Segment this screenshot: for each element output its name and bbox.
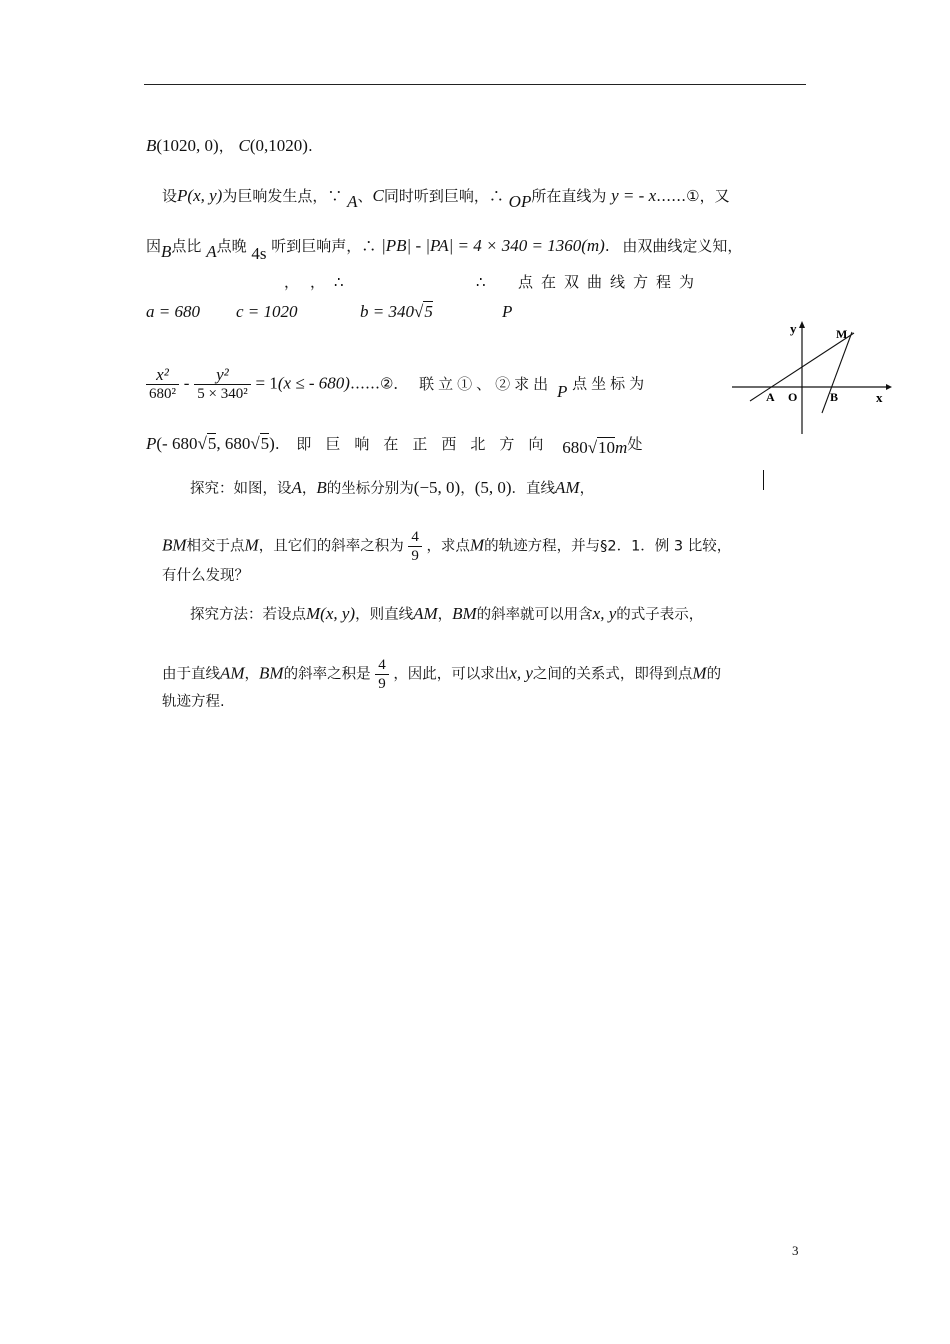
point-p-line: 设P(x, y)为巨响发生点，∵ A、C同时听到巨响，∴ OP所在直线为 y = - x……①，又 [162, 186, 730, 211]
method-line-3: 轨迹方程. [162, 694, 225, 710]
label-x: x [876, 390, 883, 405]
time-difference-line: 因B点比 A点晚 4s 听到巨响声，∴ |PB| - |PA| = 4 × 340 = 1360(m). 由双曲线定义知， [146, 236, 743, 263]
fraction-y: $\frac{\text{y²}}{\text{5 × 340²}}$ [194, 366, 250, 403]
explore-line-2: BM相交于点M，且它们的斜率之积为 $\frac{4}{9}$ ，求点M的轨迹方程，并与§2．1．例 3 比较， [162, 529, 732, 564]
fraction-four-ninths-2: $\frac{4}{9}$ [375, 656, 389, 693]
explore-line-1: 探究：如图，设A，B的坐标分别为(−5, 0)，(5, 0)．直线AM， [190, 478, 595, 497]
method-line-1: 探究方法：若设点M(x, y)，则直线AM，BM的斜率就可以用含x, y的式子表示， [190, 604, 704, 623]
result-line: P(- 680√5, 680√5). 即巨响在正西北方向 680√10m处 [146, 434, 643, 457]
page-number: 3 [792, 1243, 799, 1258]
y-axis-arrow [799, 321, 805, 328]
label-b: B [830, 390, 839, 404]
label-o: O [788, 390, 798, 404]
fraction-x: $\frac{\text{x²}}{\text{680²}}$ [146, 366, 179, 403]
label-a: A [766, 390, 775, 404]
coordinate-figure [726, 318, 894, 438]
header-rule [144, 84, 806, 85]
coords-line: B(1020, 0)， C(0,1020). [146, 136, 313, 155]
fraction-four-ninths: $\frac{4}{9}$ [408, 528, 422, 565]
label-y: y [790, 321, 797, 336]
hyperbola-equation-line: $\frac{\text{x²}}{\text{680²}}$ - $\frac{\text{y²}}{\text{5 × 340²}}$ = 1(x ≤ - 680)……②． 联立①、②求出 P 点坐标为 [146, 366, 648, 403]
x-axis-arrow [886, 384, 892, 390]
label-m: M [836, 327, 848, 341]
vertical-bar [763, 470, 764, 490]
explore-line-3: 有什么发现？ [162, 568, 249, 584]
method-line-2: 由于直线AM，BM的斜率之积是 $\frac{4}{9}$ ，因此，可以求出x, y之间的关系式，即得到点M的 [162, 657, 722, 692]
